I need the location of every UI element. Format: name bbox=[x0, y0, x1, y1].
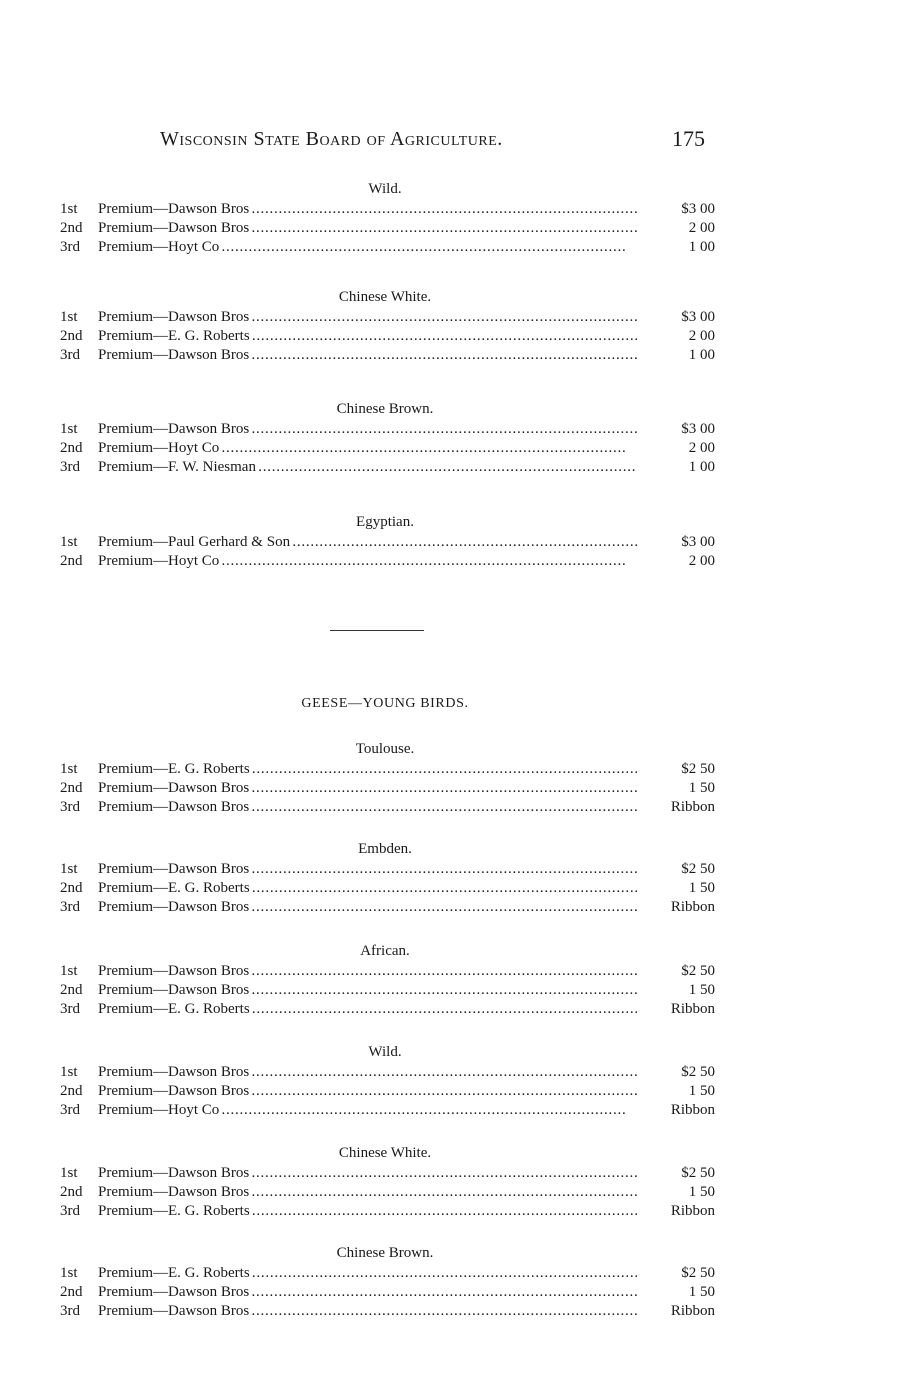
premium-rank: 2nd bbox=[60, 553, 83, 569]
premium-amount: $2 50 bbox=[645, 1164, 715, 1183]
premium-winner: Premium—F. W. Niesman . . . bbox=[98, 458, 638, 477]
premium-amount: 1 50 bbox=[645, 1082, 715, 1101]
premium-winner: Premium—E. G. Roberts . . . bbox=[98, 879, 638, 898]
section-divider bbox=[330, 630, 424, 631]
premium-rank: 1st bbox=[60, 1265, 78, 1281]
section-heading: Wild. bbox=[368, 1044, 402, 1060]
premium-row bbox=[60, 200, 715, 219]
premium-rank: 2nd bbox=[60, 220, 83, 236]
premium-amount: 2 00 bbox=[645, 439, 715, 458]
premium-row bbox=[60, 533, 715, 552]
section-heading: African. bbox=[360, 943, 410, 959]
premium-winner: Premium—E. G. Roberts . . . bbox=[98, 760, 638, 779]
premium-rank: 1st bbox=[60, 1064, 78, 1080]
premium-rank: 2nd bbox=[60, 880, 83, 896]
premium-winner: Premium—E. G. Roberts . . . bbox=[98, 1000, 638, 1019]
premium-winner: Premium—Dawson Bros . . . bbox=[98, 798, 638, 817]
premium-row bbox=[60, 860, 715, 879]
premium-winner: Premium—Dawson Bros . . . bbox=[98, 346, 638, 365]
premium-amount: 1 50 bbox=[645, 981, 715, 1000]
premium-amount: $2 50 bbox=[645, 1264, 715, 1283]
premium-amount: $2 50 bbox=[645, 860, 715, 879]
premium-winner: Premium—Dawson Bros . . . bbox=[98, 779, 638, 798]
premium-amount: $2 50 bbox=[645, 1063, 715, 1082]
premium-amount: $3 00 bbox=[645, 420, 715, 439]
premium-rank: 1st bbox=[60, 963, 78, 979]
premium-row bbox=[60, 1202, 715, 1221]
premium-amount: $2 50 bbox=[645, 760, 715, 779]
premium-winner: Premium—Dawson Bros . . . bbox=[98, 1302, 638, 1321]
section-heading: Chinese White. bbox=[338, 289, 432, 305]
premium-row bbox=[60, 458, 715, 477]
premium-winner: Premium—Dawson Bros . . . bbox=[98, 981, 638, 1000]
premium-row bbox=[60, 1000, 715, 1019]
premium-rank: 3rd bbox=[60, 1203, 80, 1219]
premium-winner: Premium—Dawson Bros . . . bbox=[98, 1283, 638, 1302]
premium-winner: Premium—Paul Gerhard & Son . . . bbox=[98, 533, 638, 552]
premium-rank: 1st bbox=[60, 534, 78, 550]
premium-amount: Ribbon bbox=[645, 1202, 715, 1221]
premium-row bbox=[60, 1101, 715, 1120]
premium-winner: Premium—Dawson Bros . . . bbox=[98, 219, 638, 238]
premium-row bbox=[60, 898, 715, 917]
premium-amount: $3 00 bbox=[645, 533, 715, 552]
premium-amount: 1 50 bbox=[645, 1183, 715, 1202]
section-heading: Wild. bbox=[368, 181, 402, 197]
premium-rank: 1st bbox=[60, 421, 78, 437]
premium-row bbox=[60, 1063, 715, 1082]
premium-amount: 1 50 bbox=[645, 779, 715, 798]
premium-row bbox=[60, 238, 715, 257]
premium-amount: 2 00 bbox=[645, 219, 715, 238]
premium-rank: 3rd bbox=[60, 899, 80, 915]
premium-winner: Premium—Dawson Bros . . . bbox=[98, 1183, 638, 1202]
premium-amount: Ribbon bbox=[645, 898, 715, 917]
premium-row bbox=[60, 308, 715, 327]
section-heading: Egyptian. bbox=[356, 514, 414, 530]
premium-winner: Premium—Dawson Bros . . . bbox=[98, 1063, 638, 1082]
premium-rank: 2nd bbox=[60, 1184, 83, 1200]
major-heading: GEESE—YOUNG BIRDS. bbox=[301, 696, 469, 711]
premium-amount: $2 50 bbox=[645, 962, 715, 981]
premium-row bbox=[60, 439, 715, 458]
premium-rank: 1st bbox=[60, 1165, 78, 1181]
page-number: 175 bbox=[672, 126, 705, 151]
section-heading: Toulouse. bbox=[355, 741, 415, 757]
premium-winner: Premium—E. G. Roberts . . . bbox=[98, 1202, 638, 1221]
premium-winner: Premium—Hoyt Co . . . bbox=[98, 439, 638, 458]
premium-rank: 2nd bbox=[60, 328, 83, 344]
premium-winner: Premium—Dawson Bros . . . bbox=[98, 962, 638, 981]
premium-amount: 1 00 bbox=[645, 458, 715, 477]
premium-rank: 3rd bbox=[60, 239, 80, 255]
premium-amount: Ribbon bbox=[645, 798, 715, 817]
premium-amount: 1 00 bbox=[645, 238, 715, 257]
header-title: Wisconsin State Board of Agriculture. bbox=[160, 128, 503, 150]
premium-winner: Premium—Hoyt Co . . . bbox=[98, 238, 638, 257]
premium-amount: 1 50 bbox=[645, 879, 715, 898]
premium-amount: 1 50 bbox=[645, 1283, 715, 1302]
premium-rank: 3rd bbox=[60, 799, 80, 815]
premium-row bbox=[60, 1302, 715, 1321]
premium-rank: 3rd bbox=[60, 1102, 80, 1118]
premium-rank: 1st bbox=[60, 861, 78, 877]
section-heading: Chinese Brown. bbox=[336, 401, 434, 417]
premium-amount: 1 00 bbox=[645, 346, 715, 365]
premium-row bbox=[60, 1283, 715, 1302]
premium-rank: 2nd bbox=[60, 780, 83, 796]
premium-row bbox=[60, 327, 715, 346]
premium-row bbox=[60, 879, 715, 898]
premium-winner: Premium—Dawson Bros . . . bbox=[98, 898, 638, 917]
premium-winner: Premium—Dawson Bros . . . bbox=[98, 1164, 638, 1183]
premium-amount: Ribbon bbox=[645, 1000, 715, 1019]
premium-amount: 2 00 bbox=[645, 327, 715, 346]
section-heading: Chinese White. bbox=[338, 1145, 432, 1161]
premium-winner: Premium—Dawson Bros . . . bbox=[98, 200, 638, 219]
premium-amount: $3 00 bbox=[645, 200, 715, 219]
premium-amount: 2 00 bbox=[645, 552, 715, 571]
premium-row bbox=[60, 760, 715, 779]
premium-row bbox=[60, 219, 715, 238]
premium-rank: 1st bbox=[60, 761, 78, 777]
premium-winner: Premium—Dawson Bros . . . bbox=[98, 1082, 638, 1101]
section-heading: Chinese Brown. bbox=[336, 1245, 434, 1261]
premium-row bbox=[60, 779, 715, 798]
premium-row bbox=[60, 552, 715, 571]
premium-rank: 1st bbox=[60, 309, 78, 325]
premium-row bbox=[60, 346, 715, 365]
premium-winner: Premium—E. G. Roberts . . . bbox=[98, 1264, 638, 1283]
premium-rank: 3rd bbox=[60, 347, 80, 363]
premium-rank: 2nd bbox=[60, 1284, 83, 1300]
premium-row bbox=[60, 1082, 715, 1101]
premium-rank: 3rd bbox=[60, 1001, 80, 1017]
premium-amount: $3 00 bbox=[645, 308, 715, 327]
premium-rank: 2nd bbox=[60, 1083, 83, 1099]
premium-amount: Ribbon bbox=[645, 1101, 715, 1120]
premium-row bbox=[60, 962, 715, 981]
premium-winner: Premium—Dawson Bros . . . bbox=[98, 308, 638, 327]
premium-winner: Premium—Hoyt Co . . . bbox=[98, 1101, 638, 1120]
premium-rank: 1st bbox=[60, 201, 78, 217]
premium-row bbox=[60, 1264, 715, 1283]
premium-rank: 3rd bbox=[60, 459, 80, 475]
running-header bbox=[0, 128, 900, 158]
premium-row bbox=[60, 798, 715, 817]
premium-winner: Premium—Dawson Bros . . . bbox=[98, 860, 638, 879]
premium-amount: Ribbon bbox=[645, 1302, 715, 1321]
premium-row bbox=[60, 1164, 715, 1183]
premium-row bbox=[60, 981, 715, 1000]
section-heading: Embden. bbox=[358, 841, 412, 857]
premium-rank: 2nd bbox=[60, 440, 83, 456]
premium-row bbox=[60, 1183, 715, 1202]
premium-rank: 2nd bbox=[60, 982, 83, 998]
premium-row bbox=[60, 420, 715, 439]
premium-rank: 3rd bbox=[60, 1303, 80, 1319]
premium-winner: Premium—Dawson Bros . . . bbox=[98, 420, 638, 439]
premium-winner: Premium—E. G. Roberts . . . bbox=[98, 327, 638, 346]
premium-winner: Premium—Hoyt Co . . . bbox=[98, 552, 638, 571]
